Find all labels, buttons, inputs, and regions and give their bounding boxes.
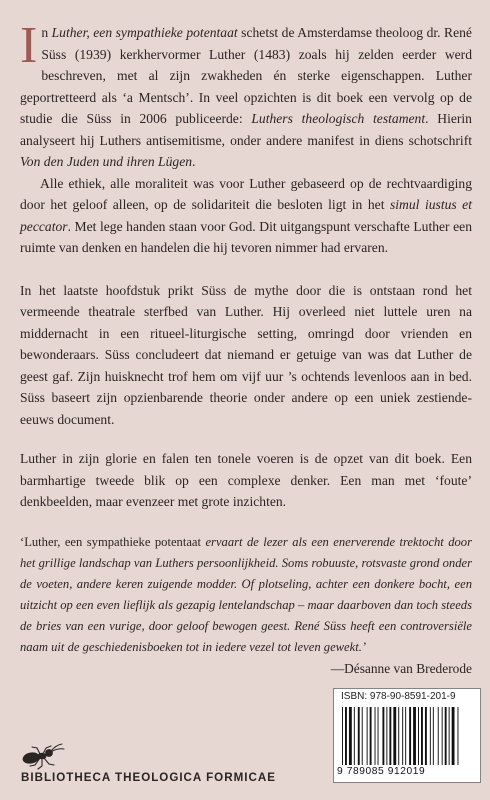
intro-text-3: . (192, 154, 196, 169)
book-title-italic: Luther, een sympathieke potentaat (51, 25, 238, 40)
intro-text-1: schetst de Amsterdamse theoloog dr. René Süss (1939) kerkhervormer Luther (1483) zoals hij zelden eerder werd beschreven, met al zijn zwakheden én sterke eigenschappen. Luther geportretteerd als ‘a Mentsch’. In veel opzichten is dit boek een vervolg op de studie die Süss in 2006 publiceerde: (20, 25, 472, 126)
luther-pamphlet-title: Von den Juden und ihren Lügen (20, 154, 193, 169)
intro-text-2: . Hierin analyseert hij Luthers antisemitisme, onder andere manifest in diens schotschrift (20, 111, 472, 148)
quote-body: ervaart de lezer als een enerverende trektocht door het grillige landschap van Luthers persoonlijkheid. Soms robuuste, rotsvaste grond onder de voeten, andere keren zuigende modder. Of plotseling, achter een donkere bocht, een uitzicht op een even lieflijk als gezapig lentelandschap – maar daarboven dan toch steeds de bries van een vurige, door geloof bewogen geest. René Süss heeft een controversiële naam uit de geschiedenisboeken tot in iedere vezel tot leven gewekt.’ (20, 534, 472, 654)
quote-book-title: ‘Luther, een sympathieke potentaat (20, 534, 202, 549)
quote-attribution: —Désanne van Brederode (330, 660, 472, 676)
intro-lead: n (41, 25, 52, 40)
ethics-text-1: Alle ethiek, alle moraliteit was voor Luther gebaseerd op de rechtvaardiging door het geloof alleen, op de solidariteit die besloten ligt in het (20, 175, 472, 212)
barcode-digits: 9 789085 912019 (337, 766, 426, 777)
ethics-paragraph (20, 173, 472, 259)
ethics-text-2: . Met lege handen staan voor God. Dit uitgangspunt verschafte Luther een ruimte van denken en handelen die hij tevoren nimmer had ervaren. (20, 218, 472, 255)
isbn-label: ISBN: 978-90-8591-201-9 (341, 691, 456, 702)
publisher-name: BIBLIOTHECA THEOLOGICA FORMICAE (21, 771, 276, 784)
deathbed-paragraph: In het laatste hoofdstuk prikt Süss de mythe door die is ontstaan rond het vermeende theatrale sterfbed van Luther. Hij overleed niet luttele uren na middernacht in een ritueel-liturgische setting, omringd door vrienden en bewonderaars. Süss concludeert dat niemand er getuige van was dat Luther de geest gaf. Zijn huisknecht trof hem om vijf uur ’s ochtends levenloos aan in bed. Süss baseert zijn opzienbarende theorie onder andere op een uniek zestiende-eeuws document. (20, 282, 472, 427)
back-cover-text (20, 17, 472, 679)
latin-phrase: simul iustus et peccator (20, 197, 472, 234)
intro-paragraph (20, 17, 472, 173)
summary-paragraph: Luther in zijn glorie en falen ten tonele voeren is de opzet van dit boek. Een barmhartige tweede blik op een complexe denker. Een man met ‘foute’ denkbeelden, maar evenzeer met grote inzichten. (20, 451, 472, 509)
isbn-barcode-box (333, 688, 481, 783)
earlier-book-title: Luthers theologisch testament (251, 111, 426, 126)
barcode (340, 707, 475, 765)
drop-cap: I (20, 17, 38, 74)
review-quote (20, 532, 472, 658)
